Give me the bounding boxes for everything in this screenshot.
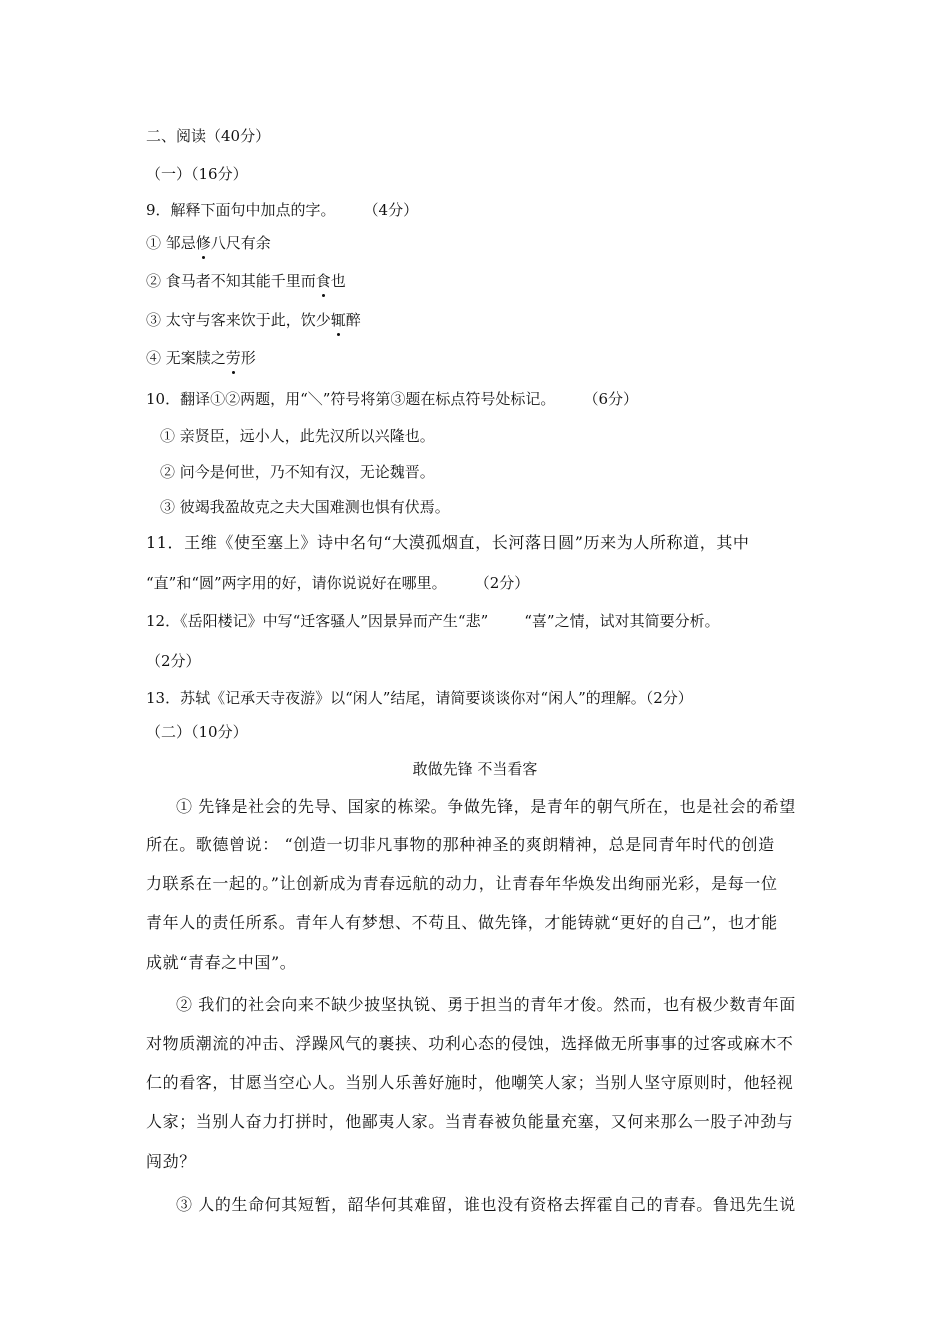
q11-line-2-text: “直”和“圆”两字用的好，请你说说好在哪里。: [146, 574, 447, 592]
q9-item-4: [146, 348, 256, 368]
q12-score: （2分）: [146, 652, 201, 670]
q10-stem: [146, 389, 638, 409]
q11-line-2: [146, 573, 529, 593]
article-line: ③ 人的生命何其短暂，韶华何其难留，谁也没有资格去挥霍自己的青春。鲁迅先生说: [176, 1195, 796, 1214]
q9-score: （4分）: [363, 201, 419, 219]
article-line: ② 我们的社会向来不缺少披坚执锐、勇于担当的青年才俊。然而，也有极少数青年面: [176, 995, 796, 1014]
q9-item-3-post: 醉: [345, 311, 361, 329]
part1-title: （一）（16分）: [146, 165, 248, 183]
section-title: 二、阅读（40分）: [146, 127, 271, 145]
article-line: ① 先锋是社会的先导、国家的栋梁。争做先锋，是青年的朝气所在，也是社会的希望: [176, 797, 796, 816]
q12-line-1a: 12．《岳阳楼记》中写“迁客骚人”因景异而产生“悲”: [146, 612, 489, 630]
q9-item-4-pre: ④ 无案牍之: [146, 349, 226, 367]
article-line: 力联系在一起的。”让创新成为青春远航的动力，让青春年华焕发出绚丽光彩，是每一位: [146, 874, 778, 893]
article-line: 对物质潮流的冲击、浮躁风气的裹挟、功利心态的侵蚀，选择做无所事事的过客或麻木不: [146, 1034, 794, 1053]
q9-item-2-pre: ② 食马者不知其能千里而: [146, 272, 316, 290]
q9-stem-text: 9．解释下面句中加点的字。: [146, 201, 336, 219]
article-line: 仁的看客，甘愿当空心人。当别人乐善好施时，他嘲笑人家；当别人坚守原则时，他轻视: [146, 1073, 794, 1092]
q10-score: （6分）: [583, 390, 638, 408]
article-line: 人家；当别人奋力打拼时，他鄙夷人家。当青春被负能量充塞，又何来那么一股子冲劲与: [146, 1112, 794, 1131]
q10-item-1: ① 亲贤臣，远小人，此先汉所以兴隆也。: [160, 427, 435, 445]
article-line: 青年人的责任所系。青年人有梦想、不苟且、做先锋，才能铸就“更好的自己”，也才能: [146, 913, 778, 932]
q9-item-1: [146, 233, 271, 253]
q9-item-3-dotted-char: 辄: [330, 311, 346, 329]
q11-score: （2分）: [474, 574, 530, 592]
q10-item-3: ③ 彼竭我盈故克之夫大国难测也惧有伏焉。: [160, 498, 450, 516]
q9-item-4-post: 形: [240, 349, 256, 367]
article-line: 闯劲？: [146, 1152, 196, 1171]
article-title: 敢做先锋 不当看客: [412, 760, 538, 778]
article-line: 成就“青春之中国”。: [146, 953, 297, 972]
q11-line-1: 11．王维《使至塞上》诗中名句“大漠孤烟直，长河落日圆”历来为人所称道，其中: [146, 533, 750, 552]
q9-item-1-post: 八尺有余: [210, 234, 271, 252]
part2-title: （二）（10分）: [146, 723, 248, 741]
q9-item-3-pre: ③ 太守与客来饮于此，饮少: [146, 311, 331, 329]
q10-item-2: ② 问今是何世，乃不知有汉，无论魏晋。: [160, 463, 435, 481]
q13-text: 13．苏轼《记承天寺夜游》以“闲人”结尾，请简要谈谈你对“闲人”的理解。（2分）: [146, 689, 693, 707]
q12-line-1b: “喜”之情，试对其简要分析。: [524, 612, 720, 630]
q9-item-1-pre: ① 邹忌: [146, 234, 196, 252]
q9-item-1-dotted-char: 修: [195, 234, 211, 252]
q9-item-2: [146, 271, 346, 291]
q9-stem: [146, 200, 418, 220]
article-line: 所在。歌德曾说： “创造一切非凡事物的那种神圣的爽朗精神，总是同青年时代的创造: [146, 835, 775, 854]
q9-item-4-dotted-char: 劳: [225, 349, 241, 367]
q12-line-1: [146, 611, 720, 631]
q9-item-2-post: 也: [330, 272, 346, 290]
q10-stem-text: 10．翻译①②两题，用“＼”符号将第③题在标点符号处标记。: [146, 390, 556, 408]
q9-item-3: [146, 310, 361, 330]
q9-item-2-dotted-char: 食: [315, 272, 331, 290]
